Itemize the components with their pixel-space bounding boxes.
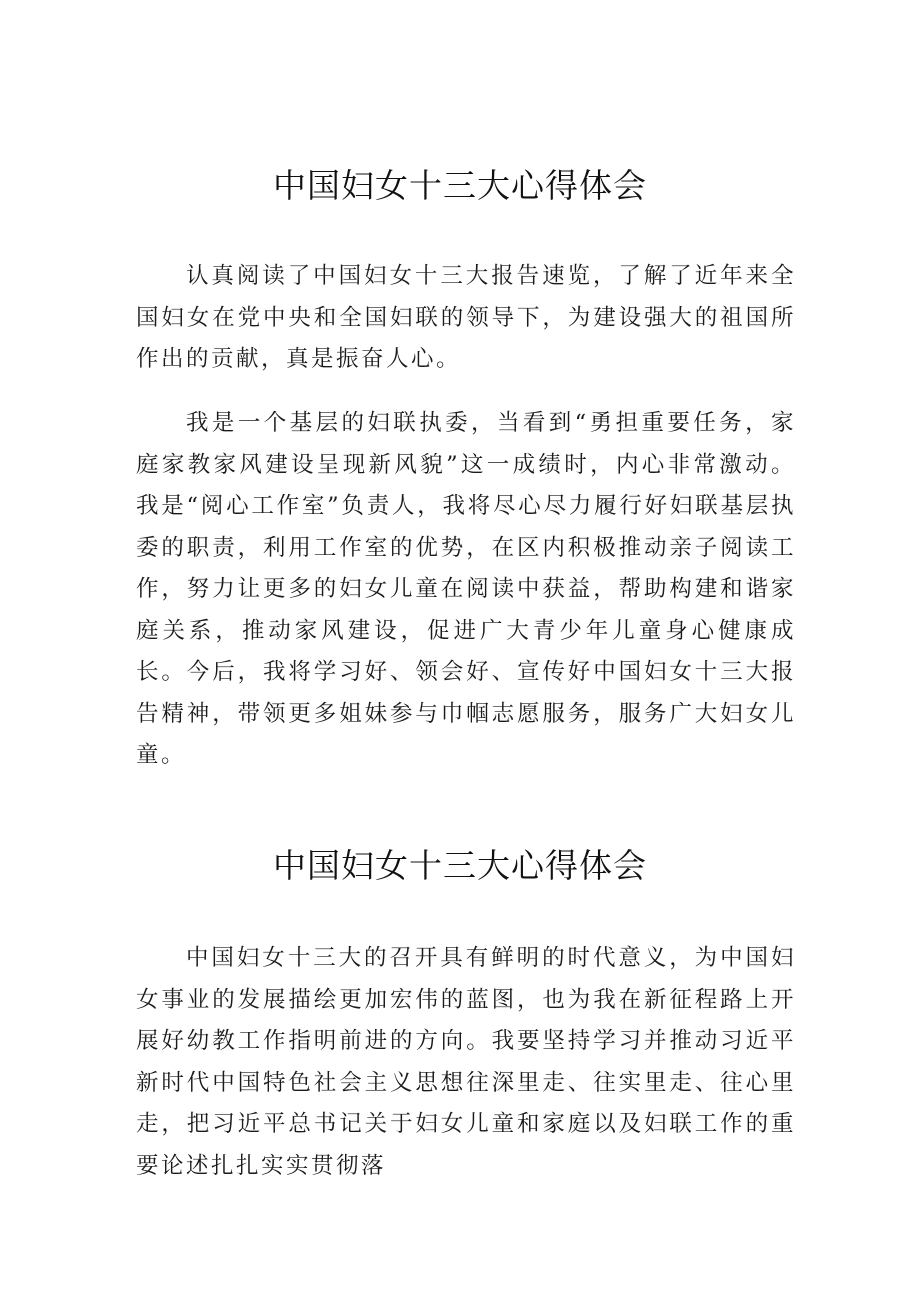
body-paragraph: 中国妇女十三大的召开具有鲜明的时代意义，为中国妇女事业的发展描绘更加宏伟的蓝图，也为我在新征程路上开展好幼教工作指明前进的方向。我要坚持学习并推动习近平新时代中国特色社会主义思想往深里走、往实里走、往心里走，把习近平总书记关于妇女儿童和家庭以及妇联工作的重要论述扎扎实实贯彻落	[136, 945, 796, 1179]
section-title: 中国妇女十三大心得体会	[273, 166, 647, 205]
body-paragraph: 认真阅读了中国妇女十三大报告速览，了解了近年来全国妇女在党中央和全国妇联的领导下，为建设强大的祖国所作出的贡献，真是振奋人心。	[136, 263, 796, 372]
body-paragraph: 我是一个基层的妇联执委，当看到“勇担重要任务，家庭家教家风建设呈现新风貌”这一成绩时，内心非常激动。我是“阅心工作室”负责人，我将尽心尽力履行好妇联基层执委的职责，利用工作室的优势，在区内积极推动亲子阅读工作，努力让更多的妇女儿童在阅读中获益，帮助构建和谐家庭关系，推动家风建设，促进广大青少年儿童身心健康成长。今后，我将学习好、领会好、宣传好中国妇女十三大报告精神，带领更多姐妹参与巾帼志愿服务，服务广大妇女儿童。	[136, 410, 796, 768]
section-title: 中国妇女十三大心得体会	[273, 846, 647, 885]
